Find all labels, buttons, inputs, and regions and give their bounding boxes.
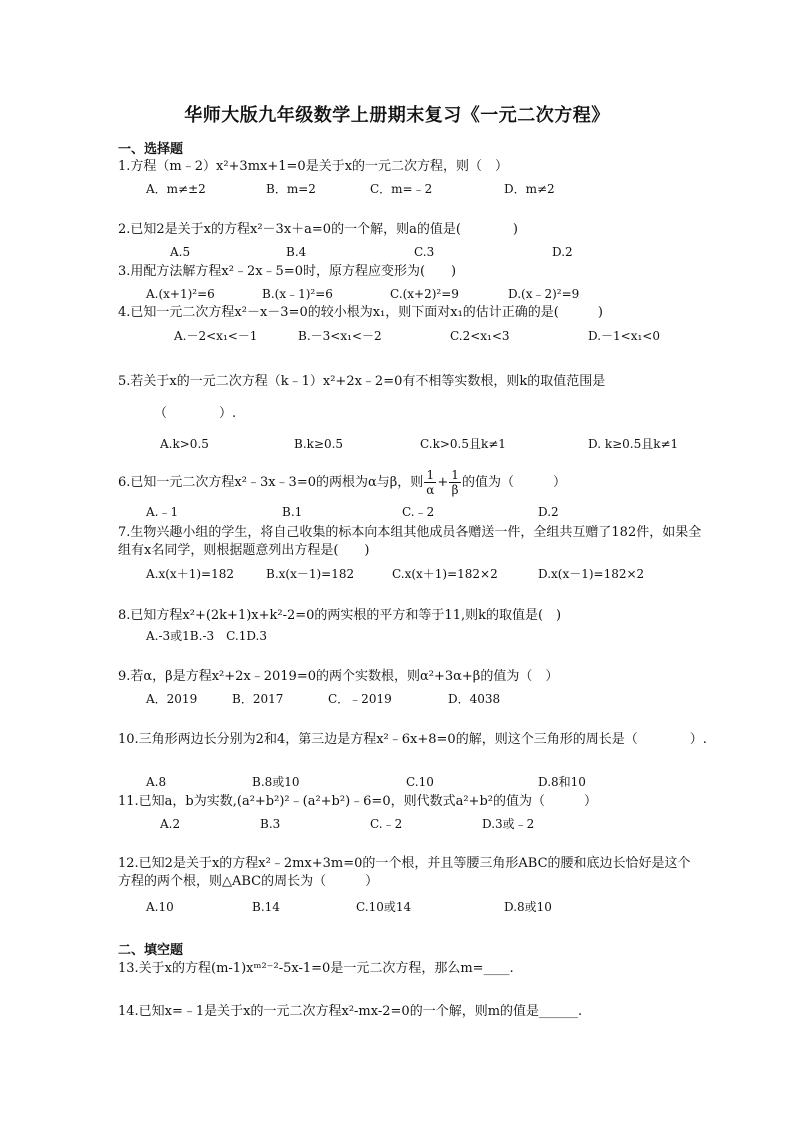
question-6-stem: 6.已知一元二次方程x²﹣3x﹣3=0的两根为α与β，则 <box>118 475 424 490</box>
question-13: 13.关于x的方程(m-1)xᵐ²⁻²-5x-1=0是一元二次方程，那么m=____. <box>118 961 514 976</box>
question-7: 7.生物兴趣小组的学生，将自己收集的标本向本组其他成员各赠送一件，全组共互赠了182件，如果全组有x名同学，则根据题意列出方程是( ) <box>118 525 702 558</box>
option-a: A.5 <box>170 245 191 259</box>
fraction-one-over-beta: $\frac{1}{\beta}$ <box>451 468 459 497</box>
option-a: A．m≠±2 <box>146 182 206 196</box>
section-heading-choice: 一、选择题 <box>118 142 184 157</box>
option-b: B.(x﹣1)²=6 <box>262 287 333 301</box>
option-c: C.x(x＋1)=182×2 <box>392 567 498 581</box>
option-a: A.﹣1 <box>146 505 179 519</box>
option-a: A.10 <box>146 900 174 914</box>
option-d: D.2 <box>552 245 573 259</box>
option-b: B.3 <box>260 817 281 831</box>
option-b: B.x(x－1)=182 <box>266 567 355 581</box>
option-a: A.8 <box>146 775 167 789</box>
question-2: 2.已知2是关于x的方程x²－3x＋a=0的一个解，则a的值是( ) <box>118 222 518 237</box>
option-c: C.3 <box>414 245 435 259</box>
question-12: 12.已知2是关于x的方程x²﹣2mx+3m=0的一个根，并且等腰三角形ABC的腰和底边长恰好是这个方程的两个根，则△ABC的周长为（ ） <box>118 856 691 889</box>
question-10: 10.三角形两边长分别为2和4，第三边是方程x²﹣6x+8=0的解，则这个三角形的周长是（ ）. <box>118 732 707 747</box>
option-a: A.x(x＋1)=182 <box>146 567 234 581</box>
option-c: C.2<x₁<3 <box>450 329 510 343</box>
option-d: D.x(x－1)=182×2 <box>538 567 645 581</box>
option-c: C.﹣2 <box>402 505 435 519</box>
option-c: C．﹣2019 <box>328 692 392 706</box>
option-d: D.8或10 <box>504 900 552 914</box>
question-14: 14.已知x=﹣1是关于x的一元二次方程x²-mx-2=0的一个解，则m的值是______. <box>118 1004 583 1019</box>
question-5: 5.若关于x的一元二次方程（k﹣1）x²+2x﹣2=0有不相等实数根，则k的取值范围是 <box>118 374 606 389</box>
question-1: 1.方程（m﹣2）x²+3mx+1=0是关于x的一元二次方程，则（ ） <box>118 159 509 174</box>
option-line: A.-3或1B.-3 C.1D.3 <box>146 629 267 643</box>
option-d: D．4038 <box>448 692 501 706</box>
option-c: C.﹣2 <box>370 817 403 831</box>
option-d: D.－1<x₁<0 <box>588 329 660 343</box>
question-3: 3.用配方法解方程x²﹣2x﹣5=0时，原方程应变形为( ) <box>118 264 457 279</box>
option-d: D.2 <box>538 505 559 519</box>
option-b: B.k≥0.5 <box>294 437 344 451</box>
question-6 <box>118 468 566 497</box>
question-6-tail: 的值为（ ） <box>461 475 566 490</box>
option-b: B.4 <box>286 245 307 259</box>
option-b: B.1 <box>282 505 303 519</box>
section-heading-fill: 二、填空题 <box>118 943 184 958</box>
option-d: D.8和10 <box>538 775 586 789</box>
option-d: D.(x﹣2)²=9 <box>508 287 580 301</box>
option-a: A.2 <box>160 817 181 831</box>
question-4: 4.已知一元二次方程x²－x－3=0的较小根为x₁，则下面对x₁的估计正确的是( ) <box>118 305 603 320</box>
question-8: 8.已知方程x²+(2k+1)x+k²-2=0的两实根的平方和等于11,则k的取值是( ) <box>118 608 562 623</box>
option-c: C．m=﹣2 <box>370 182 433 196</box>
option-b: B.8或10 <box>252 775 300 789</box>
option-b: B．2017 <box>232 692 284 706</box>
option-a: A.(x+1)²=6 <box>146 287 215 301</box>
option-b: B.14 <box>252 900 280 914</box>
question-11: 11.已知a，b为实数,(a²+b²)²﹣(a²+b²)﹣6=0，则代数式a²+b²的值为（ ） <box>118 794 597 809</box>
option-c: C.(x+2)²=9 <box>390 287 459 301</box>
option-b: B．m=2 <box>266 182 316 196</box>
option-d: D. k≥0.5且k≠1 <box>588 437 679 451</box>
option-c: C.10或14 <box>356 900 412 914</box>
option-d: D.3或﹣2 <box>482 817 535 831</box>
page-title: 华师大版九年级数学上册期末复习《一元二次方程》 <box>184 105 610 126</box>
option-d: D．m≠2 <box>504 182 555 196</box>
option-a: A.－2<x₁<－1 <box>174 329 258 343</box>
question-9: 9.若α，β是方程x²+2x﹣2019=0的两个实数根，则α²+3α+β的值为（ ） <box>118 669 559 684</box>
option-a: A．2019 <box>146 692 198 706</box>
question-5-answer-blank: （ ）. <box>154 406 237 421</box>
option-a: A.k>0.5 <box>160 437 209 451</box>
plus-sign: + <box>437 475 449 490</box>
option-c: C.10 <box>406 775 434 789</box>
option-c: C.k>0.5且k≠1 <box>420 437 506 451</box>
option-b: B.－3<x₁<－2 <box>298 329 382 343</box>
fraction-one-over-alpha: $\frac{1}{\alpha}$ <box>426 468 435 497</box>
